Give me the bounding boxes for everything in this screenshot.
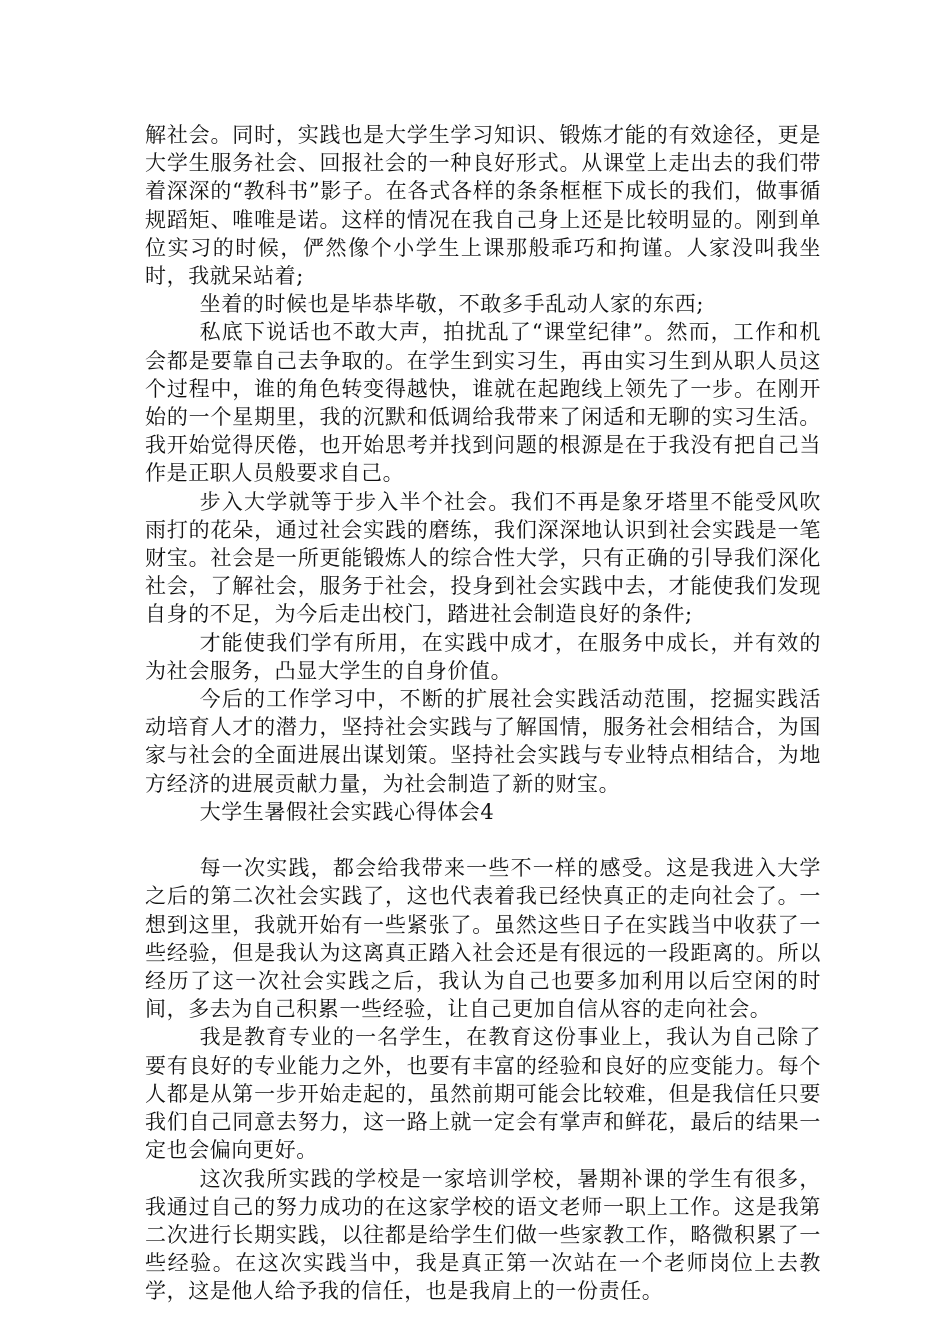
paragraph: 坐着的时候也是毕恭毕敬，不敢多手乱动人家的东西; [199,292,705,317]
blank-line [145,826,821,854]
paragraph: 私底下说话也不敢大声，拍扰乱了“课堂纪律”。然而，工作和机会都是要靠自己去争取的。在学生到实习生，再由实习生到从职人员这个过程中，谁的角色转变得越快，谁就在起跑线上领先了一步。在刚开始的一个星期里，我的沉默和低调给我带来了闲适和无聊的实习生活。我开始觉得厌倦，也开始思考并找到问题的根源是在于我没有把自己当作是正职人员般要求自己。 [145,320,821,486]
paragraph: 这次我所实践的学校是一家培训学校，暑期补课的学生有很多，我通过自己的努力成功的在这家学校的语文老师一职上工作。这是我第二次进行长期实践，以往都是给学生们做一些家教工作，略微积累了一些经验。在这次实践当中，我是真正第一次站在一个老师岗位上去教学，这是他人给予我的信任，也是我肩上的一份责任。 [145,1166,821,1304]
paragraph: 我是教育专业的一名学生，在教育这份事业上，我认为自己除了要有良好的专业能力之外，也要有丰富的经验和良好的应变能力。每个人都是从第一步开始走起的，虽然前期可能会比较难，但是我信任只要我们自己同意去努力，这一路上就一定会有掌声和鲜花，最后的结果一定也会偏向更好。 [145,1025,821,1163]
paragraph: 今后的工作学习中，不断的扩展社会实践活动范围，挖掘实践活动培育人才的潜力，坚持社会实践与了解国情，服务社会相结合，为国家与社会的全面进展出谋划策。坚持社会实践与专业特点相结合，为地方经济的进展贡献力量，为社会制造了新的财宝。 [145,687,821,796]
paragraph: 解社会。同时，实践也是大学生学习知识、锻炼才能的有效途径，更是大学生服务社会、回报社会的一种良好形式。从课堂上走出去的我们带着深深的“教科书”影子。在各式各样的条条框框下成长的我们，做事循规蹈矩、唯唯是诺。这样的情况在我自己身上还是比较明显的。刚到单位实习的时候，俨然像个小学生上课那般乖巧和拘谨。人家没叫我坐时，我就呆站着; [145,123,821,289]
document-body [145,121,821,1306]
paragraph: 步入大学就等于步入半个社会。我们不再是象牙塔里不能受风吹雨打的花朵，通过社会实践的磨练，我们深深地认识到社会实践是一笔财宝。社会是一所更能锻炼人的综合性大学，只有正确的引导我们深化社会，了解社会，服务于社会，投身到社会实践中去，才能使我们发现自身的不足，为今后走出校门，踏进社会制造良好的条件; [145,489,821,627]
paragraph: 才能使我们学有所用，在实践中成才，在服务中成长，并有效的为社会服务，凸显大学生的自身价值。 [145,630,821,683]
paragraph: 每一次实践，都会给我带来一些不一样的感受。这是我进入大学之后的第二次社会实践了，这也代表着我已经快真正的走向社会了。一想到这里，我就开始有一些紧张了。虽然这些日子在实践当中收获了一些经验，但是我认为这离真正踏入社会还是有很远的一段距离的。所以经历了这一次社会实践之后，我认为自己也要多加利用以后空闲的时间，多去为自己积累一些经验，让自己更加自信从容的走向社会。 [145,856,821,1022]
section-heading: 大学生暑假社会实践心得体会4 [199,799,495,824]
